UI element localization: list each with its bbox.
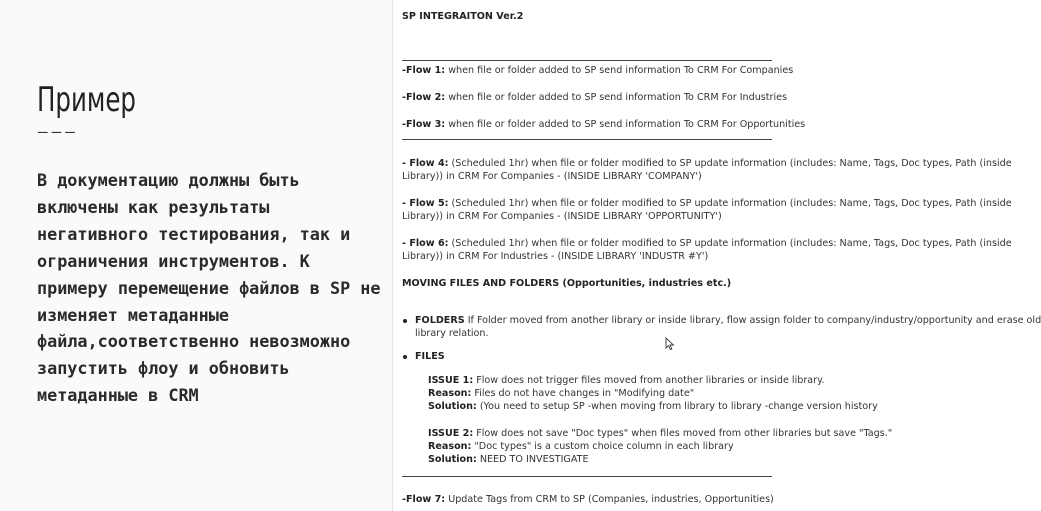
issue-2-solution: Solution: NEED TO INVESTIGATE — [428, 454, 589, 465]
flow-1: -Flow 1: when file or folder added to SP send information To CRM For Companies — [402, 65, 794, 76]
separator-line — [402, 139, 772, 140]
flow-4: - Flow 4: (Scheduled 1hr) when file or folder modified to SP update information (includes: Name, Tags, Doc types, Path (inside — [402, 158, 1012, 169]
flow-6-continued: Library)) in CRM For Industries - (INSIDE LIBRARY 'INDUSTR #Y') — [402, 251, 709, 262]
flow-2: -Flow 2: when file or folder added to SP send information To CRM For Industries — [402, 92, 788, 103]
issue-2-reason: Reason: "Doc types" is a custom choice column in each library — [428, 441, 734, 452]
issue-1-solution: Solution: (You need to setup SP -when moving from library to library -change version history — [428, 401, 878, 412]
left-panel — [0, 0, 392, 511]
description-text: В документацию должны быть включены как результаты негативного тестирования, так и ограничения инструментов. К примеру перемещение файлов в SP не изменяет метаданные файла,соответственно невозможно запустить флоу и обновить метаданные в CRM — [37, 170, 381, 406]
moving-section-heading: MOVING FILES AND FOLDERS (Opportunities, industries etc.) — [402, 278, 732, 289]
flow-7: -Flow 7: Update Tags from CRM to SP (Companies, industries, Opportunities) — [402, 494, 774, 505]
folders-item-continued: library relation. — [415, 328, 489, 339]
doc-title: SP INTEGRAITON Ver.2 — [402, 11, 524, 22]
title-underline: ——— — [38, 122, 79, 141]
separator-line — [402, 476, 772, 477]
flow-4-continued: Library)) in CRM For Companies - (INSIDE LIBRARY 'COMPANY') — [402, 171, 702, 182]
flow-3: -Flow 3: when file or folder added to SP send information To CRM For Opportunities — [402, 119, 806, 130]
flow-5-continued: Library)) in CRM For Companies - (INSIDE LIBRARY 'OPPORTUNITY') — [402, 211, 722, 222]
files-item: FILES — [415, 351, 445, 362]
flow-6: - Flow 6: (Scheduled 1hr) when file or folder modified to SP update information (includes: Name, Tags, Doc types, Path (inside — [402, 238, 1012, 249]
bullet-icon — [403, 319, 407, 323]
issue-1-reason: Reason: Files do not have changes in "Modifying date" — [428, 388, 695, 399]
issue-2: ISSUE 2: Flow does not save "Doc types" when files moved from other libraries but save "Tags." — [428, 428, 893, 439]
mouse-cursor-icon — [665, 337, 675, 351]
issue-1: ISSUE 1: Flow does not trigger files moved from another libraries or inside library. — [428, 375, 825, 386]
document-screenshot — [393, 0, 1041, 511]
page-title: Пример — [37, 80, 136, 120]
bullet-icon — [403, 355, 407, 359]
separator-line — [402, 60, 772, 61]
folders-item: FOLDERS If Folder moved from another library or inside library, flow assign folder to company/industry/opportunity and erase old — [415, 315, 1041, 326]
flow-5: - Flow 5: (Scheduled 1hr) when file or folder modified to SP update information (includes: Name, Tags, Doc types, Path (inside — [402, 198, 1012, 209]
